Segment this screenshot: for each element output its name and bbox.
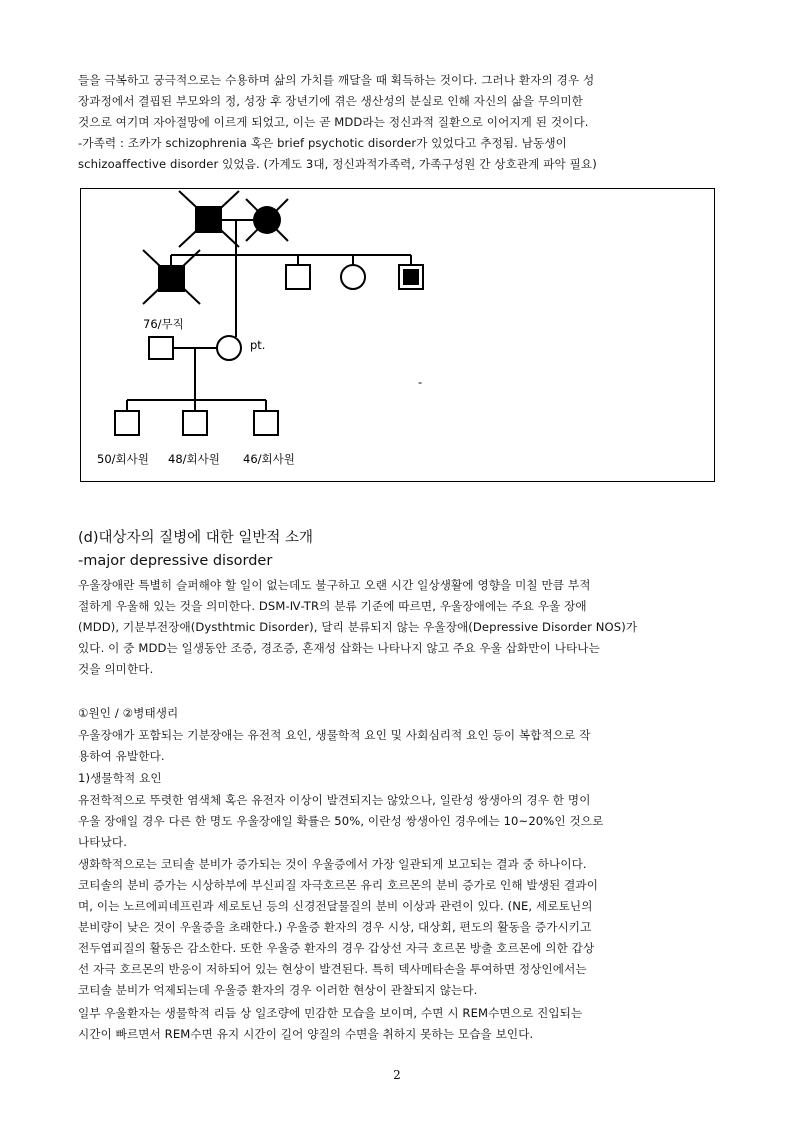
- cause-paragraph: [78, 725, 718, 767]
- husband-label: 76/무직: [143, 317, 184, 331]
- text-line: 절하게 우울해 있는 것을 의미한다. DSM-Ⅳ-TR의 분류 기준에 따르면, 우울장애에는 주요 우울 장애: [78, 599, 587, 613]
- husband-symbol: [149, 337, 173, 359]
- text-line: -가족력 : 조카가 schizophrenia 혹은 brief psychotic disorder가 있었다고 추정됨. 남동생이: [78, 136, 567, 150]
- brother-symbol: [286, 265, 310, 289]
- text-line: 분비량이 낮은 것이 우울증을 초래한다.) 우울증 환자의 경우 시상, 대상회, 편도의 활동을 증가시키고: [78, 920, 592, 934]
- text-line: 선 자극 호르몬의 반응이 저하되어 있는 현상이 발견된다. 특히 덱사메타손을 투여하면 정상인에서는: [78, 962, 587, 976]
- circadian-paragraph: [78, 1003, 718, 1045]
- text-line: 우울 장애일 경우 다른 한 명도 우울장애일 확률은 50%, 이란성 쌍생아인 경우에는 10~20%인 것으로: [78, 814, 604, 828]
- text-line: 들을 극복하고 궁극적으로는 수용하며 삶의 가치를 깨달을 때 획득하는 것이다. 그러나 환자의 경우 성: [78, 73, 595, 87]
- child-label: 48/회사원: [168, 452, 220, 466]
- patient-symbol: [217, 336, 241, 360]
- text-line: 용하여 유발한다.: [78, 749, 165, 763]
- child-symbol: [115, 411, 139, 435]
- sister-symbol: [341, 265, 365, 289]
- family-pedigree-diagram: [80, 188, 715, 482]
- text-line: 생화학적으로는 코티솔 분비가 증가되는 것이 우울증에서 가장 일관되게 보고되는 결과 중 하나이다.: [78, 857, 587, 871]
- text-line: 일부 우울환자는 생물학적 리듬 상 일조량에 민감한 모습을 보이며, 수면 시 REM수면으로 진입되는: [78, 1006, 583, 1020]
- child-label: 46/회사원: [243, 452, 295, 466]
- cause-subheading: ①원인 / ②병태생리: [78, 706, 179, 720]
- text-line: schizoaffective disorder 있었음. (가계도 3대, 정신과적가족력, 가족구성원 간 상호관계 파악 필요): [78, 157, 597, 171]
- text-line: 코티솔 분비가 억제되는데 우울증 환자의 경우 이러한 현상이 관찰되지 않는다.: [78, 983, 478, 997]
- biochemistry-paragraph: [78, 854, 718, 1001]
- text-line: 우울장애가 포함되는 기분장애는 유전적 요인, 생물학적 요인 및 사회심리적 요인 등이 복합적으로 작: [78, 728, 591, 742]
- genetics-paragraph: [78, 790, 718, 853]
- affected-fill: [403, 269, 419, 285]
- stray-mark: -: [418, 375, 423, 389]
- text-line: 유전학적으로 뚜렷한 염색체 혹은 유전자 이상이 발견되지는 않았으나, 일란성 쌍생아의 경우 한 명이: [78, 793, 591, 807]
- biological-subheading: 1)생물학적 요인: [78, 771, 162, 785]
- disease-name: -major depressive disorder: [78, 553, 273, 569]
- child-label: 50/회사원: [97, 452, 149, 466]
- text-line: 코티솔의 분비 증가는 시상하부에 부신피질 자극호르몬 유리 호르몬의 분비 증가로 인해 발생된 결과이: [78, 878, 599, 892]
- text-line: (MDD), 기분부전장애(Dysthtmic Disorder), 달리 분류되지 않는 우울장애(Depressive Disorder NOS)가: [78, 620, 638, 634]
- intro-paragraph: [78, 70, 718, 175]
- text-line: 것으로 여기며 자아절망에 이르게 되었고, 이는 곧 MDD라는 정신과적 질환으로 이어지게 된 것이다.: [78, 115, 589, 129]
- text-line: 며, 이는 노르에피네프린과 세로토닌 등의 신경전달물질의 분비 이상과 관련이 있다. (NE, 세로토닌의: [78, 899, 593, 913]
- text-line: 것을 의미한다.: [78, 662, 154, 676]
- child-symbol: [183, 411, 207, 435]
- text-line: 우울장애란 특별히 슬퍼해야 할 일이 없는데도 불구하고 오랜 시간 일상생활에 영향을 미칠 만큼 부적: [78, 578, 591, 592]
- pedigree-svg: [81, 189, 716, 483]
- text-line: 있다. 이 중 MDD는 일생동안 조증, 경조증, 혼재성 삽화는 나타나지 않고 주요 우울 삽화만이 나타나는: [78, 641, 600, 655]
- text-line: 시간이 빠르면서 REM수면 유지 시간이 길어 양질의 수면을 취하지 못하는 모습을 보인다.: [78, 1027, 534, 1041]
- child-symbol: [254, 411, 278, 435]
- page-number: 2: [393, 1068, 401, 1082]
- definition-paragraph: [78, 575, 718, 680]
- text-line: 전두엽피질의 활동은 감소한다. 또한 우울증 환자의 경우 갑상선 자극 호르몬 방출 호르몬에 의한 갑상: [78, 941, 595, 955]
- section-heading: (d)대상자의 질병에 대한 일반적 소개: [78, 530, 314, 546]
- text-line: 나타났다.: [78, 835, 127, 849]
- patient-label: pt.: [250, 338, 266, 352]
- text-line: 장과정에서 결핍된 부모와의 정, 성장 후 장년기에 겪은 생산성의 분실로 인해 자신의 삶을 무의미한: [78, 94, 583, 108]
